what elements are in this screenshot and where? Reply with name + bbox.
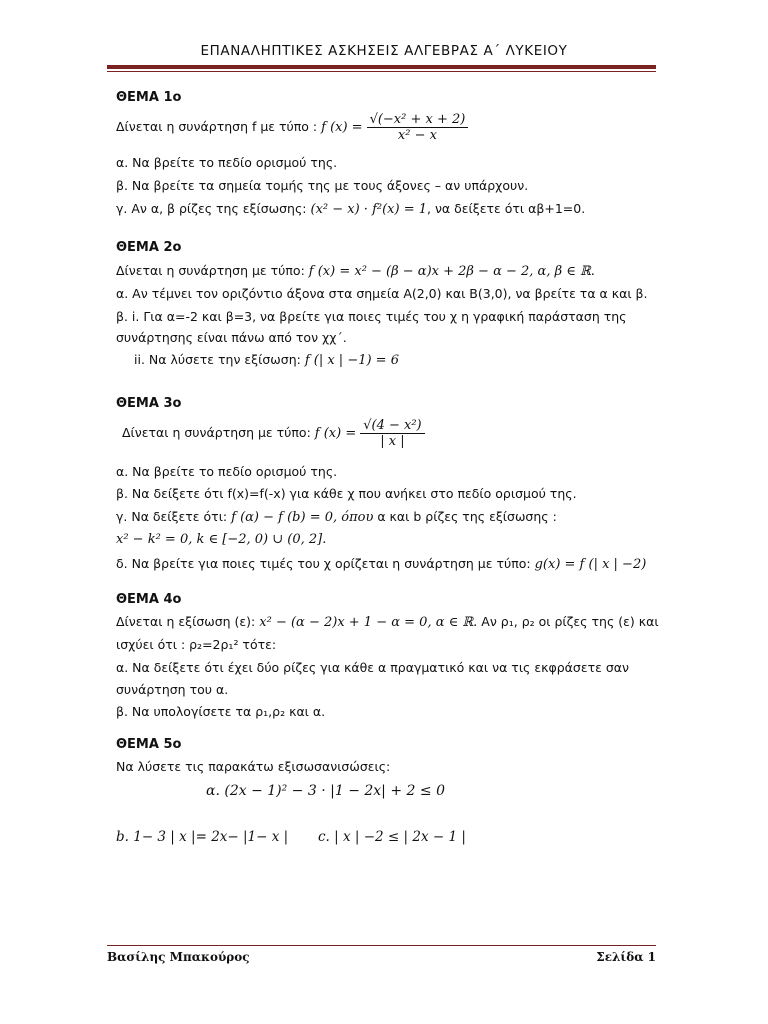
topic-2-b3-text: ii. Να λύσετε την εξίσωση: xyxy=(134,352,301,367)
topic-2-intro: Δίνεται η συνάρτηση με τύπο: xyxy=(116,263,305,278)
footer-author: Βασίλης Μπακούρος xyxy=(107,950,250,964)
topic-2-a: α. Αν τέμνει τον οριζόντιο άξονα στα σημεία Α(2,0) και Β(3,0), να βρείτε τα α και β. xyxy=(116,286,648,301)
topic-1-denominator: x² − x xyxy=(397,128,437,143)
topic-3-denominator: | x | xyxy=(380,434,405,449)
topic-3-c-post: α και b ρίζες της εξίσωσης : xyxy=(377,509,557,524)
topic-2-b1: β. i. Για α=-2 και β=3, να βρείτε για ποιες τιμές του χ η γραφική παράσταση της xyxy=(116,309,627,324)
topic-4-equation: x² − (α − 2)x + 1 − α = 0, α ∈ ℝ. xyxy=(259,615,478,630)
topic-1-b: β. Να βρείτε τα σημεία τομής της με τους άξονες – αν υπάρχουν. xyxy=(116,178,529,193)
topic-4-intro: Δίνεται η εξίσωση (ε): xyxy=(116,614,256,629)
topic-5-title: ΘΕΜΑ 5ο xyxy=(116,737,182,752)
topic-4-title: ΘΕΜΑ 4ο xyxy=(116,592,182,607)
topic-3-intro: Δίνεται η συνάρτηση με τύπο: xyxy=(122,425,311,440)
topic-3-a: α. Να βρείτε το πεδίο ορισμού της. xyxy=(116,464,338,479)
topic-3-c-text: γ. Να δείξετε ότι: xyxy=(116,509,228,524)
footer-page-number: Σελίδα 1 xyxy=(596,950,656,964)
topic-1-title: ΘΕΜΑ 1ο xyxy=(116,90,182,105)
topic-4-roots: Αν ρ₁, ρ₂ οι ρίζες της (ε) και xyxy=(481,614,659,629)
topic-4-a2: συνάρτηση του α. xyxy=(116,682,229,697)
topic-5-c: c. | x | −2 ≤ | 2x − 1 | xyxy=(318,829,466,845)
topic-1-intro: Δίνεται η συνάρτηση f με τύπο : xyxy=(116,119,318,134)
topic-3-c2: x² − k² = 0, k ∈ [−2, 0) ∪ (0, 2]. xyxy=(116,532,327,547)
topic-2-b2: συνάρτησης είναι πάνω από τον χχ΄. xyxy=(116,330,347,345)
topic-1-a: α. Να βρείτε το πεδίο ορισμού της. xyxy=(116,155,338,170)
topic-3-d-math: g(x) = f (| x | −2) xyxy=(534,557,647,572)
topic-3-fx: f (x) = xyxy=(314,426,357,441)
topic-3-fraction xyxy=(360,418,424,449)
topic-2-formula: f (x) = x² − (β − α)x + 2β − α − 2, α, β ∈ ℝ. xyxy=(308,264,595,279)
topic-1-numerator: √(−x² + x + 2) xyxy=(367,112,469,128)
topic-2-intro-line xyxy=(116,263,595,279)
topic-2-b3-math: f (| x | −1) = 6 xyxy=(304,353,399,368)
topic-1-c-post: , να δείξετε ότι αβ+1=0. xyxy=(427,201,586,216)
page-header: ΕΠΑΝΑΛΗΠΤΙΚΕΣ ΑΣΚΗΣΕΙΣ ΑΛΓΕΒΡΑΣ Α΄ ΛΥΚΕΙΟΥ xyxy=(200,43,568,59)
topic-3-numerator: √(4 − x²) xyxy=(360,418,424,434)
topic-4-a1: α. Να δείξετε ότι έχει δύο ρίζες για κάθε α πραγματικό και να τις εκφράσετε σαν xyxy=(116,660,629,675)
topic-4-b: β. Να υπολογίσετε τα ρ₁,ρ₂ και α. xyxy=(116,704,326,719)
topic-4-intro-line xyxy=(116,614,659,630)
topic-5-b: b. 1− 3 | x |= 2x− |1− x | xyxy=(116,829,289,845)
topic-3-c-line xyxy=(116,509,557,525)
topic-1-c-line xyxy=(116,201,585,217)
topic-5-intro: Να λύσετε τις παρακάτω εξισωσανισώσεις: xyxy=(116,759,391,774)
topic-5-a: α. (2x − 1)² − 3 · |1 − 2x| + 2 ≤ 0 xyxy=(206,783,445,799)
topic-1-intro-line xyxy=(116,112,468,143)
topic-1-fx: f (x) = xyxy=(321,120,363,135)
header-rule-thin xyxy=(107,71,656,72)
topic-3-title: ΘΕΜΑ 3ο xyxy=(116,396,182,411)
topic-3-intro-line xyxy=(122,418,425,449)
topic-2-title: ΘΕΜΑ 2ο xyxy=(116,240,182,255)
topic-3-d-text: δ. Να βρείτε για ποιες τιμές του χ ορίζεται η συνάρτηση με τύπο: xyxy=(116,556,531,571)
footer-rule xyxy=(107,945,656,946)
topic-4-condition: ισχύει ότι : ρ₂=2ρ₁² τότε: xyxy=(116,637,277,652)
topic-1-c-math: (x² − x) · f²(x) = 1 xyxy=(310,202,427,217)
header-rule-thick xyxy=(107,65,656,69)
topic-1-c-text: γ. Αν α, β ρίζες της εξίσωσης: xyxy=(116,201,307,216)
topic-3-b: β. Να δείξετε ότι f(x)=f(-x) για κάθε χ που ανήκει στο πεδίο ορισμού της. xyxy=(116,486,577,501)
topic-2-b3-line xyxy=(134,352,399,368)
topic-3-d-line xyxy=(116,556,646,572)
topic-3-c-math: f (α) − f (b) = 0, όπου xyxy=(231,510,374,525)
topic-1-fraction xyxy=(367,112,469,143)
